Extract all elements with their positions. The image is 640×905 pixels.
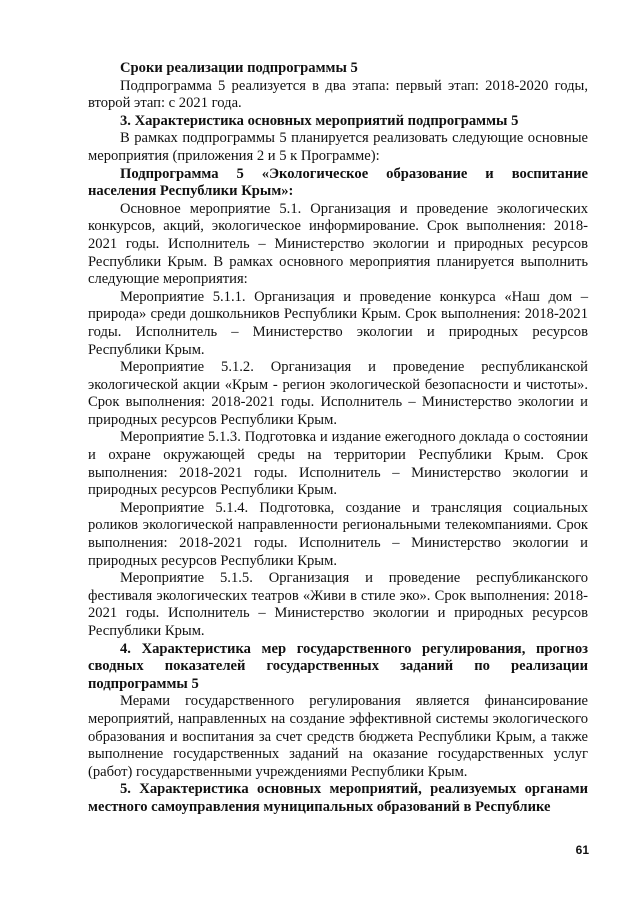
heading-terms: Сроки реализации подпрограммы 5: [120, 60, 358, 76]
heading-section-4: 4. Характеристика мер государственного регулирования, прогноз сводных показателей государственных заданий по реализации подпрограммы 5: [88, 640, 588, 692]
heading-subprogram-5: Подпрограмма 5 «Экологическое образование и воспитание населения Республики Крым»:: [88, 165, 588, 200]
paragraph-activity-5-1-3: Мероприятие 5.1.3. Подготовка и издание ежегодного доклада о состоянии и охране окружающей среды на территории Республики Крым. Срок выполнения: 2018-2021 годы. Исполнитель – Министерство экологии и природных ресурсов Республики Крым.: [88, 429, 588, 499]
heading-section-3: 3. Характеристика основных мероприятий подпрограммы 5: [120, 112, 519, 129]
paragraph-terms: Подпрограмма 5 реализуется в два этапа: первый этап: 2018-2020 годы, второй этап: с 2021 года.: [88, 77, 588, 112]
paragraph-activity-5-1-2: Мероприятие 5.1.2. Организация и проведение республиканской экологической акции «Крым - регион экологической безопасности и чистоты». Срок выполнения: 2018-2021 годы. Исполнитель – Министерство экологии и природных ресурсов Республики Крым.: [88, 359, 588, 428]
paragraph-main-activity: Основное мероприятие 5.1. Организация и проведение экологических конкурсов, акций, экологическое информирование. Срок выполнения: 2018-2021 годы. Исполнитель – Министерство экологии и природных ресурсов Республики Крым. В рамках основного мероприятия планируется выполнить следующие мероприятия:: [88, 200, 588, 288]
paragraph-activity-5-1-5: Мероприятие 5.1.5. Организация и проведение республиканского фестиваля экологических театров «Живи в стиле эко». Срок выполнения: 2018-2021 годы. Исполнитель – Министерство экологии и природных ресурсов Республики Крым.: [88, 570, 588, 639]
paragraph-intro: В рамках подпрограммы 5 планируется реализовать следующие основные мероприятия (приложения 2 и 5 к Программе):: [88, 130, 588, 164]
page-number: 61: [575, 843, 589, 857]
paragraph-activity-5-1-1: Мероприятие 5.1.1. Организация и проведение конкурса «Наш дом – природа» среди дошкольников Республики Крым. Срок выполнения: 2018-2021 годы. Исполнитель – Министерство экологии и природных ресурсов Республики Крым.: [88, 288, 588, 358]
paragraph-regulation: Мерами государственного регулирования является финансирование мероприятий, направленных на создание эффективной системы экологического образования и воспитания за счет средств бюджета Республики Крым, а также выполнение государственных заданий на оказание государственных услуг (работ) государственными учреждениями Республики Крым.: [88, 693, 588, 780]
paragraph-activity-5-1-4: Мероприятие 5.1.4. Подготовка, создание и трансляция социальных роликов экологической направленности региональными телекомпаниями. Срок выполнения: 2018-2021 годы. Исполнитель – Министерство экологии и природных ресурсов Республики Крым.: [88, 499, 588, 569]
heading-section-5: 5. Характеристика основных мероприятий, реализуемых органами местного самоуправления муниципальных образований в Республике: [88, 781, 588, 815]
document-body: [88, 60, 588, 817]
